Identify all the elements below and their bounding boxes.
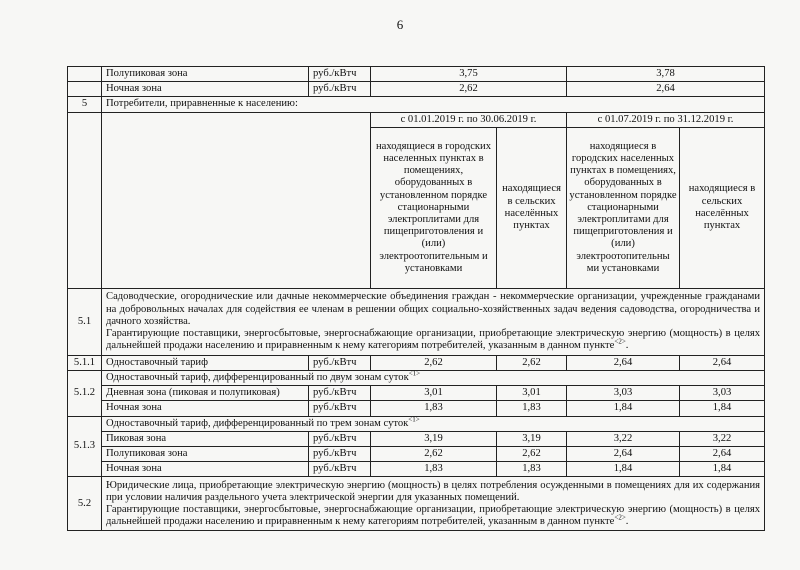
value-cell: 1,83 [371, 401, 497, 416]
row-name: Пиковая зона [102, 431, 309, 446]
row-unit: руб./кВтч [309, 401, 371, 416]
value-cell: 3,19 [371, 431, 497, 446]
period-1-header: с 01.01.2019 г. по 30.06.2019 г. [371, 112, 567, 127]
value-cell: 3,03 [680, 386, 765, 401]
subsection-title: Одноставочный тариф, дифференцированный по трем зонам суток$^{<1>}$ [102, 416, 765, 431]
value-cell: 2,64 [567, 82, 765, 97]
subsection-title-row [68, 371, 765, 386]
rural-column-header: находящиеся в сельских населённых пунктах [680, 127, 765, 288]
row-name: Полупиковая зона [102, 67, 309, 82]
table-row [68, 82, 765, 97]
section-text: Садоводческие, огороднические или дачные некоммерческие объединения граждан - некоммерческие организации, учрежденные гражданами на добровольных началах для содействия ее членам в решении общих социально-хозяйственных задач ведения садоводства, огородничества и дачного хозяйства. [106, 291, 761, 327]
page-number: 6 [396, 17, 404, 32]
urban-column-header: находящиеся в городских населенных пунктах в помещениях, оборудованных в установленном порядке стационарными электроплитами для пищеприготовления и (или) электроотопительным и установками [371, 127, 497, 288]
table-row [68, 401, 765, 416]
row-unit: руб./кВтч [309, 355, 371, 370]
value-cell: 3,01 [371, 386, 497, 401]
row-unit: руб./кВтч [309, 462, 371, 477]
row-name: Ночная зона [102, 82, 309, 97]
row-number: 5.1.3 [68, 416, 102, 477]
row-unit: руб./кВтч [309, 447, 371, 462]
section-number: 5.2 [68, 477, 102, 531]
footnote-ref: <2> [614, 337, 626, 346]
value-cell: 1,83 [497, 462, 567, 477]
header-period-row [68, 112, 765, 127]
section-number: 5.1 [68, 288, 102, 355]
footnote-ref: <2> [614, 513, 626, 522]
section-row [68, 477, 765, 531]
value-cell: 2,64 [680, 355, 765, 370]
period-2-header: с 01.07.2019 г. по 31.12.2019 г. [567, 112, 765, 127]
row-unit: руб./кВтч [309, 431, 371, 446]
value-cell: 3,19 [497, 431, 567, 446]
value-cell: 3,22 [567, 431, 680, 446]
table-row [68, 67, 765, 82]
row-unit: руб./кВтч [309, 386, 371, 401]
footnote-ref: <1> [408, 416, 420, 424]
value-cell: 2,62 [371, 447, 497, 462]
value-cell: 2,64 [680, 447, 765, 462]
value-cell: 3,03 [567, 386, 680, 401]
urban-column-header: находящиеся в городских населенных пунктах в помещениях, оборудованных в установленном порядке стационарными электроплитами для пищеприготовления и (или) электроотопительны ми установками [567, 127, 680, 288]
value-cell: 3,22 [680, 431, 765, 446]
table-row [68, 462, 765, 477]
value-cell: 3,75 [371, 67, 567, 82]
value-cell: 1,84 [680, 462, 765, 477]
table-row [68, 355, 765, 370]
section-text: Гарантирующие поставщики, энергосбытовые, энергоснабжающие организации, приобретающие электрическую энергию (мощность) в целях дальнейшей продажи населению и приравненным к нему категориям потребителей, указанным в данном пункте$^{<2>}$. [106, 503, 761, 528]
value-cell: 2,62 [497, 355, 567, 370]
rural-column-header: находящиеся в сельских населённых пунктах [497, 127, 567, 288]
table-row [68, 431, 765, 446]
section-text: Юридические лица, приобретающие электрическую энергию (мощность) в целях потребления осужденными в помещениях для их содержания при условии наличия раздельного учета электрической энергии для указанных помещений. [106, 479, 761, 503]
value-cell: 1,84 [680, 401, 765, 416]
row-name: Дневная зона (пиковая и полупиковая) [102, 386, 309, 401]
value-cell: 2,62 [497, 447, 567, 462]
table-row [68, 386, 765, 401]
row-name: Полупиковая зона [102, 447, 309, 462]
value-cell: 3,01 [497, 386, 567, 401]
footnote-ref: <1> [408, 370, 421, 378]
tariff-table [67, 66, 765, 531]
table-row [68, 447, 765, 462]
section-text: Гарантирующие поставщики, энергосбытовые, энергоснабжающие организации, приобретающие электрическую энергию (мощность) в целях дальнейшей продажи населению и приравненным к нему категориям потребителей, указанным в данном пункте$^{<2>}$. [106, 327, 761, 352]
value-cell: 2,64 [567, 447, 680, 462]
value-cell: 2,62 [371, 82, 567, 97]
value-cell: 1,84 [567, 401, 680, 416]
section-description [102, 477, 765, 531]
row-name: Ночная зона [102, 401, 309, 416]
row-name: Одноставочный тариф [102, 355, 309, 370]
value-cell: 2,64 [567, 355, 680, 370]
section-description [102, 288, 765, 355]
section-row [68, 97, 765, 112]
subsection-title: Одноставочный тариф, дифференцированный по двум зонам суток$^{<1>}$ [102, 371, 765, 386]
subsection-title-row [68, 416, 765, 431]
section-number: 5 [68, 97, 102, 112]
value-cell: 1,84 [567, 462, 680, 477]
row-name: Ночная зона [102, 462, 309, 477]
row-unit: руб./кВтч [309, 67, 371, 82]
row-unit: руб./кВтч [309, 82, 371, 97]
value-cell: 1,83 [497, 401, 567, 416]
value-cell: 3,78 [567, 67, 765, 82]
row-number: 5.1.2 [68, 371, 102, 417]
value-cell: 2,62 [371, 355, 497, 370]
row-number: 5.1.1 [68, 355, 102, 370]
section-title: Потребители, приравненные к населению: [102, 97, 765, 112]
value-cell: 1,83 [371, 462, 497, 477]
section-row [68, 288, 765, 355]
